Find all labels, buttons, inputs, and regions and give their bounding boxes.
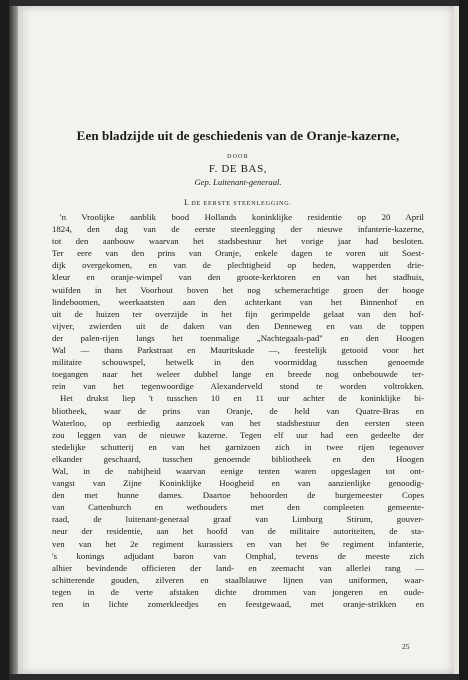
scan-border-bottom <box>0 674 468 680</box>
text-line: vijver, zwierden uit de daken van den Denneweg en van de toppen <box>52 320 424 331</box>
text-line: kleur en oranje-wimpel van den groote-kerktoren en van het stadhuis, <box>52 272 424 283</box>
text-line: 'n Vroolijke aanblik bood Hollands koninklijke residentie op 20 April <box>60 212 424 222</box>
text-line: 1824, den dag van de eerste steenlegging der nieuwe infanterie-kazerne, <box>52 224 424 235</box>
text-line: den met hunne dames. Daartoe behoorden de burgemeester Copes <box>52 490 424 501</box>
text-line: raad, de luitenant-generaal graaf van Limburg Stirum, gouver- <box>52 514 424 525</box>
text-line: Wal, in de nabijheid waarvan eenige tenten waren opgeslagen tot ont- <box>52 465 424 476</box>
text-line: Wal — thans Parkstraat en Mauritskade —, feestelijk getooid voor het <box>52 345 424 356</box>
text-line: tot den aanbouw waarvan het stadsbestuur het vorige jaar had besloten. <box>52 236 424 247</box>
byline-prefix: DOOR <box>227 154 249 160</box>
page-number: 25 <box>402 642 410 651</box>
scan-border-right <box>459 0 468 680</box>
text-line: zou leggen van de nieuwe kazerne. Tegen elf uur had een gedeelte der <box>52 429 424 440</box>
text-line: toegangen naar het weleer dubbel lange en breede nog onbebouwde ter- <box>52 369 424 380</box>
text-line: uit de huizen ter overzijde in het fijn gerimpelde gelaat van den hof- <box>52 308 424 319</box>
scan-border-left <box>0 0 9 680</box>
text-line: stedelijke schutterij en van het garnizoen zich in twee rijen tegenover <box>52 441 424 452</box>
text-line: ren in lichte zomerkleedjes en feestgewaad, met oranje-strikken en <box>52 599 424 609</box>
text-line: alhier bevindende officieren der land- en zeemacht van allerlei rang — <box>52 562 424 573</box>
text-line: wuifden in het Voorhout boven het nog schemerachtige groen der hooge <box>52 284 424 295</box>
text-line: Ter eere van den prins van Oranje, enkele dagen te voren uit Soest- <box>52 248 424 259</box>
text-line: neur der residentie, aan het hoofd van de militaire autoriteiten, de sta- <box>52 526 424 537</box>
text-line: vangst van Zijne Koninklijke Hoogheid en van aanzienlijke genoodig- <box>52 478 424 489</box>
text-line: Waterloo, op eerbiedig aanzoek van het stadsbestuur den eersten steen <box>52 417 424 428</box>
text-line: tegen in de verte afstaken dichte drommen van jongeren en oude- <box>52 586 424 597</box>
text-line: 's konings adjudant baron van Omphal, tevens de meeste zich <box>52 550 424 561</box>
text-line: lindeboomen, weerkaatsten aan den achterkant van het Binnenhof en <box>52 296 424 307</box>
body-paragraph <box>52 211 424 610</box>
text-line: dijk overgekomen, en van de plechtigheid op heden, wapperden drie- <box>52 260 424 271</box>
article-title: Een bladzijde uit de geschiedenis van de Oranje-kazerne, <box>76 128 400 143</box>
text-line: der palen-rijen langs het toenmalige „Nachtegaals-pad" en den Hoogen <box>52 332 424 343</box>
text-line: militaire schouwspel, hetwelk in den voormiddag tusschen genoemde <box>52 357 424 368</box>
text-line: elkander geschaard, tusschen genoemde bibliotheek en den Hoogen <box>52 453 424 464</box>
section-title: DE EERSTE STEENLEGGING. <box>191 200 292 207</box>
text-line: Het drukst liep 't tusschen 10 en 11 uur achter de koninklijke bi- <box>60 393 424 404</box>
section-number: I. <box>184 197 190 207</box>
section-heading <box>52 197 424 207</box>
article-body <box>52 128 424 610</box>
text-line: schitterende gouden, zilveren en staalblauwe lijnen van uniformen, waar- <box>52 574 424 585</box>
text-line: rein van het tegenwoordige Alexanderveld stond te worden voltrokken. <box>52 381 424 392</box>
text-line: bliotheek, waar de prins van Oranje, de held van Quatre-Bras en <box>52 405 424 416</box>
author-name: F. DE BAS, <box>208 163 268 175</box>
author-rank: Gep. Luitenant-generaal. <box>194 177 282 187</box>
text-line: van Cattenburch en wethouders met den compleeten gemeente- <box>52 502 424 513</box>
text-line: ven van het 2e regiment kurassiers en van het 9e regiment infanterie, <box>52 538 424 549</box>
